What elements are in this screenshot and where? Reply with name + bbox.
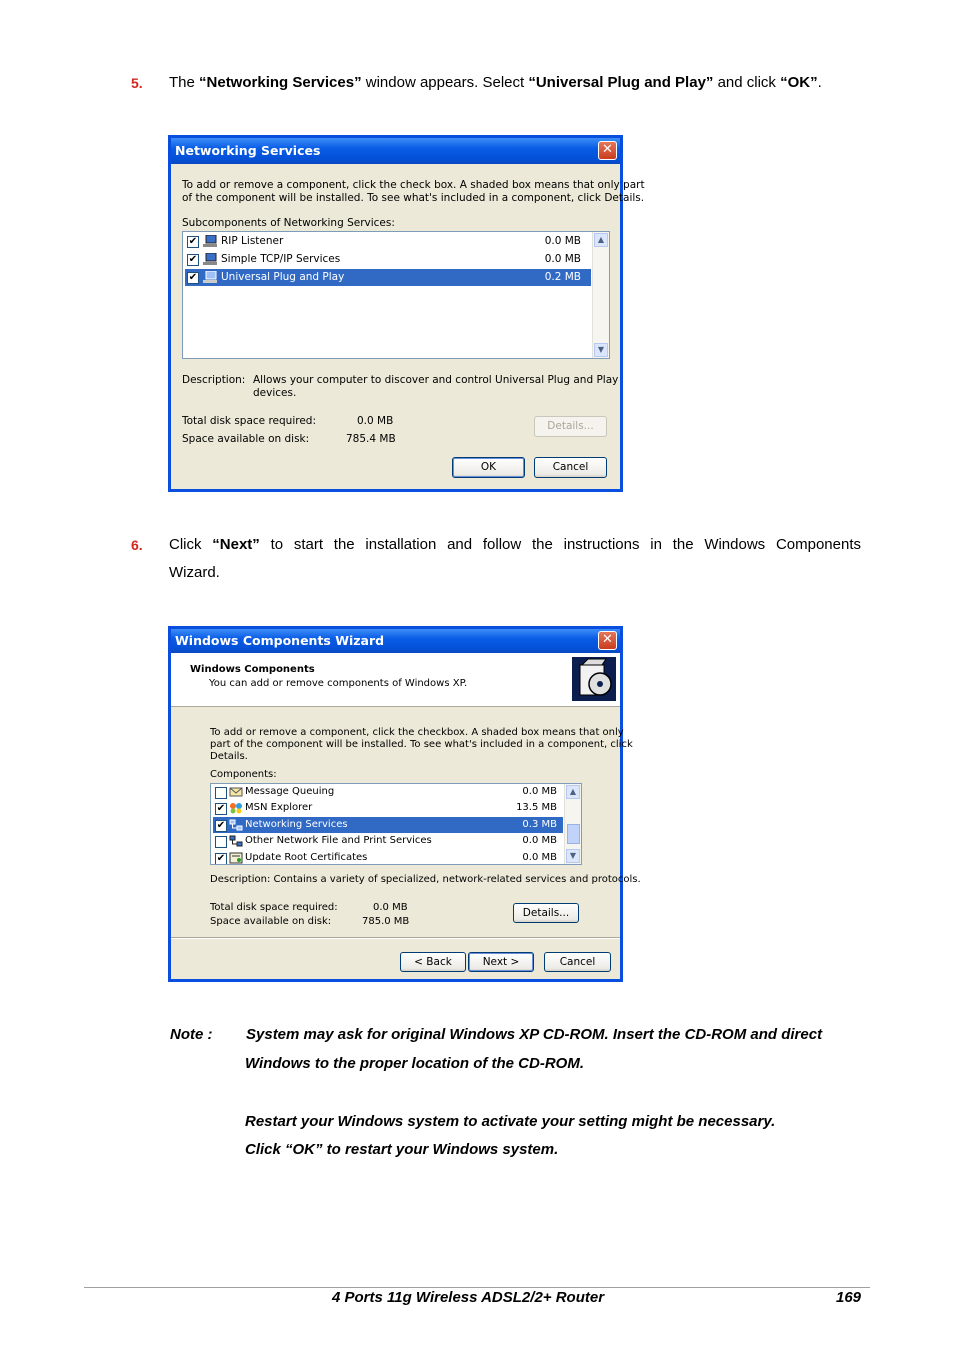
total-space-value: 0.0 MB: [357, 415, 394, 427]
total-space-label: Total disk space required:: [210, 902, 338, 913]
step-number: 6.: [131, 537, 143, 553]
list-item-selected[interactable]: [213, 817, 563, 833]
subcomponents-list[interactable]: [182, 231, 610, 359]
checkbox[interactable]: [215, 836, 227, 848]
header-subtitle: You can add or remove components of Windows XP.: [209, 678, 468, 689]
checkbox[interactable]: [215, 803, 227, 815]
windows-components-wizard: [168, 626, 641, 982]
list-item[interactable]: [213, 784, 563, 800]
list-item[interactable]: [213, 850, 563, 865]
available-space-value: 785.4 MB: [346, 433, 396, 445]
checkbox[interactable]: [215, 853, 227, 865]
footer-product: 4 Ports 11g Wireless ADSL2/2+ Router: [332, 1289, 605, 1306]
item-label: MSN Explorer: [245, 802, 313, 813]
total-space-value: 0.0 MB: [373, 902, 408, 913]
list-label: Components:: [210, 769, 277, 780]
list-item[interactable]: [213, 833, 563, 849]
window-title-bar: [171, 629, 620, 653]
item-label: Other Network File and Print Services: [245, 835, 432, 846]
window-title: Networking Services: [175, 143, 321, 158]
page-number: 169: [836, 1289, 862, 1306]
checkbox[interactable]: [187, 236, 199, 248]
item-label: Networking Services: [245, 819, 348, 830]
close-icon[interactable]: ✕: [598, 631, 617, 650]
step-text: The “Networking Services” window appears. Select “Universal Plug and Play” and click “OK”.: [169, 74, 822, 91]
window-title-bar: [171, 138, 620, 164]
network-services-icon: [229, 819, 243, 831]
note-line: Restart your Windows system to activate your setting might be necessary.: [245, 1113, 776, 1130]
network-service-icon: [203, 271, 217, 283]
instructions-line: Details.: [210, 751, 248, 762]
components-list[interactable]: [210, 783, 582, 865]
components-cd-icon: [572, 657, 616, 701]
networking-services-dialog: [168, 135, 645, 492]
item-size: 13.5 MB: [516, 802, 557, 813]
available-space-value: 785.0 MB: [362, 916, 410, 927]
list-label: Subcomponents of Networking Services:: [182, 217, 395, 229]
certificate-icon: [229, 852, 243, 864]
checkbox[interactable]: [215, 787, 227, 799]
description-label: Description:: [182, 374, 246, 386]
note-label: Note :: [170, 1026, 213, 1043]
item-size: 0.2 MB: [544, 271, 581, 283]
item-size: 0.3 MB: [522, 819, 557, 830]
close-icon[interactable]: ✕: [598, 141, 617, 160]
item-size: 0.0 MB: [522, 786, 557, 797]
network-service-icon: [203, 235, 217, 247]
step-number: 5.: [131, 75, 143, 91]
scroll-down-icon[interactable]: ▼: [594, 343, 608, 357]
item-size: 0.0 MB: [544, 253, 581, 265]
checkbox[interactable]: [215, 820, 227, 832]
details-button[interactable]: Details...: [513, 903, 579, 923]
list-item-selected[interactable]: [185, 269, 591, 286]
message-queuing-icon: [229, 786, 243, 798]
scroll-up-icon[interactable]: ▲: [566, 785, 580, 799]
scroll-down-icon[interactable]: ▼: [566, 849, 580, 863]
item-label: Update Root Certificates: [245, 852, 368, 863]
scroll-thumb[interactable]: [567, 824, 580, 844]
list-item[interactable]: [185, 251, 591, 268]
item-size: 0.0 MB: [522, 852, 557, 863]
step-text: Wizard.: [169, 564, 220, 581]
scrollbar[interactable]: [564, 784, 581, 864]
instructions-line: To add or remove a component, click the check box. A shaded box means that only part: [182, 179, 645, 191]
description-text: Allows your computer to discover and control Universal Plug and Play: [253, 374, 619, 386]
note-line: Click “OK” to restart your Windows system.: [245, 1141, 559, 1158]
cancel-button[interactable]: Cancel: [534, 457, 607, 478]
item-size: 0.0 MB: [544, 235, 581, 247]
footer-divider: [84, 1287, 870, 1288]
divider: [171, 937, 620, 939]
checkbox[interactable]: [187, 272, 199, 284]
instructions-line: of the component will be installed. To see what's included in a component, click Details.: [182, 192, 645, 204]
details-button[interactable]: Details...: [534, 416, 607, 437]
total-space-label: Total disk space required:: [182, 415, 317, 427]
msn-butterfly-icon: [229, 802, 243, 814]
item-label: Message Queuing: [245, 786, 335, 797]
instructions-line: part of the component will be installed. To see what's included in a component, click: [210, 739, 633, 750]
list-item[interactable]: [185, 233, 591, 250]
item-label: Simple TCP/IP Services: [221, 253, 341, 265]
note-line: System may ask for original Windows XP CD-ROM. Insert the CD-ROM and direct: [246, 1026, 823, 1043]
available-space-label: Space available on disk:: [182, 433, 310, 445]
network-service-icon: [203, 253, 217, 265]
description-text: Description: Contains a variety of specialized, network-related services and protocols.: [210, 874, 641, 885]
list-item[interactable]: [213, 800, 563, 816]
ok-button[interactable]: OK: [452, 457, 525, 478]
step-text: Click “Next” to start the installation and follow the instructions in the Windows Components: [169, 536, 861, 553]
description-text: devices.: [253, 387, 297, 399]
header-title: Windows Components: [190, 664, 315, 675]
checkbox[interactable]: [187, 254, 199, 266]
window-title: Windows Components Wizard: [175, 633, 385, 648]
instructions-line: To add or remove a component, click the checkbox. A shaded box means that only: [210, 727, 624, 738]
back-button[interactable]: < Back: [400, 952, 466, 972]
cancel-button[interactable]: Cancel: [544, 952, 611, 972]
next-button[interactable]: Next >: [468, 952, 534, 972]
item-size: 0.0 MB: [522, 835, 557, 846]
wizard-header: [171, 653, 620, 707]
scroll-up-icon[interactable]: ▲: [594, 233, 608, 247]
scrollbar[interactable]: [592, 232, 609, 358]
item-label: RIP Listener: [221, 235, 284, 247]
note-line: Windows to the proper location of the CD-ROM.: [245, 1055, 585, 1072]
available-space-label: Space available on disk:: [210, 916, 332, 927]
network-print-icon: [229, 835, 243, 847]
item-label: Universal Plug and Play: [221, 271, 345, 283]
